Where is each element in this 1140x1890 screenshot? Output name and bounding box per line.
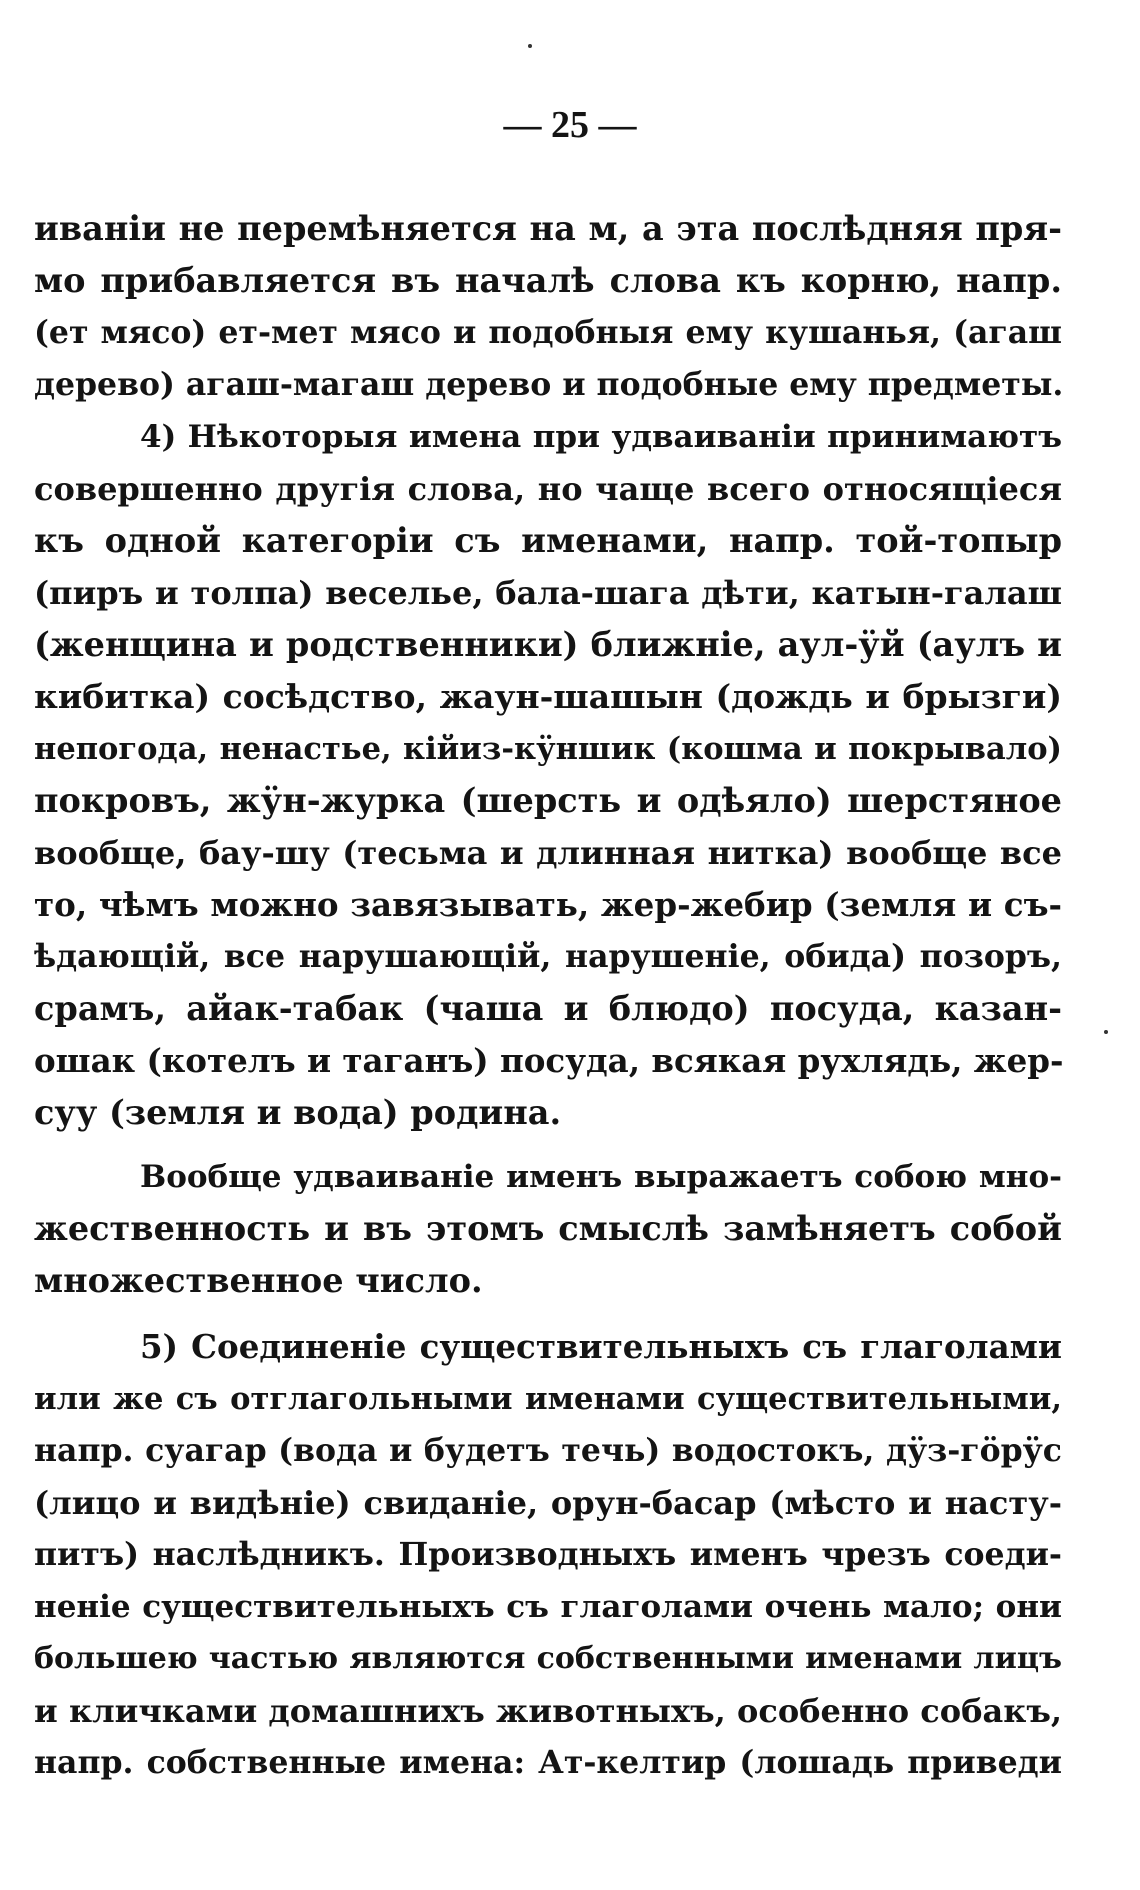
text-line: то, чѣмъ можно завязывать, жер-жебир (земля и съ- [34,885,1062,924]
text-line: ѣдающій, все нарушающій, нарушеніе, обида) позоръ, [34,938,1062,975]
text-line: напр. собственные имена: Ат-келтир (лошадь приведи [34,1744,1062,1781]
text-line: мо прибавляется въ началѣ слова къ корню, напр. [34,261,1062,300]
text-line: срамъ, айак-табак (чаша и блюдо) посуда, казан- [34,989,1062,1028]
ink-speck [528,44,532,48]
page-number: — 25 — [503,104,637,146]
text-line: множественное число. [34,1261,483,1300]
ink-speck [1104,1030,1108,1034]
text-line: къ одной категоріи съ именами, напр. той-топыр [34,521,1062,560]
text-line: (женщина и родственники) ближніе, аул-ӱй (аулъ и [34,625,1062,664]
text-line: ошак (котелъ и таганъ) посуда, всякая рухлядь, жер- [34,1041,1064,1080]
text-line: вообще, бау-шу (тесьма и длинная нитка) вообще все [34,834,1062,872]
text-line: непогода, ненастье, кійиз-кӱншик (кошма и покрывало) [34,731,1062,767]
text-line: суу (земля и вода) родина. [34,1093,562,1132]
text-line: жественность и въ этомъ смыслѣ замѣняетъ собой [34,1209,1062,1248]
text-line: (лицо и видѣніе) свиданіе, орун-басар (мѣсто и насту- [34,1484,1062,1522]
text-line: иваніи не перемѣняется на м, а эта послѣдняя пря- [34,209,1062,248]
text-line: и кличками домашнихъ животныхъ, особенно собакъ, [34,1692,1062,1730]
text-line: совершенно другія слова, но чаще всего относящіеся [34,470,1062,508]
text-line: 5) Соединеніе существительныхъ съ глаголами [140,1327,1062,1366]
text-line: Вообще удваиваніе именъ выражаетъ собою мно- [140,1159,1062,1195]
text-line: большею частью являются собственными именами лицъ [34,1641,1062,1676]
text-line: дерево) агаш-магаш дерево и подобные ему предметы. [34,366,1064,403]
text-line: или же съ отглагольными именами существительными, [34,1381,1062,1417]
text-line: (ет мясо) ет-мет мясо и подобныя ему кушанья, (агаш [34,314,1062,351]
text-line: 4) Нѣкоторыя имена при удваиваніи принимаютъ [140,419,1062,455]
text-line: питъ) наслѣдникъ. Производныхъ именъ чрезъ соеди- [34,1536,1062,1573]
text-line: неніе существительныхъ съ глаголами очень мало; они [34,1589,1062,1625]
text-line: напр. суагар (вода и будетъ течь) водостокъ, дӱз-гӧрӱс [34,1432,1062,1469]
text-line: покровъ, жӱн-журка (шерсть и одѣяло) шерстяное [34,781,1062,820]
text-line: (пиръ и толпа) веселье, бала-шага дѣти, катын-галаш [34,574,1062,612]
text-line: кибитка) сосѣдство, жаун-шашын (дождь и брызги) [34,677,1062,716]
